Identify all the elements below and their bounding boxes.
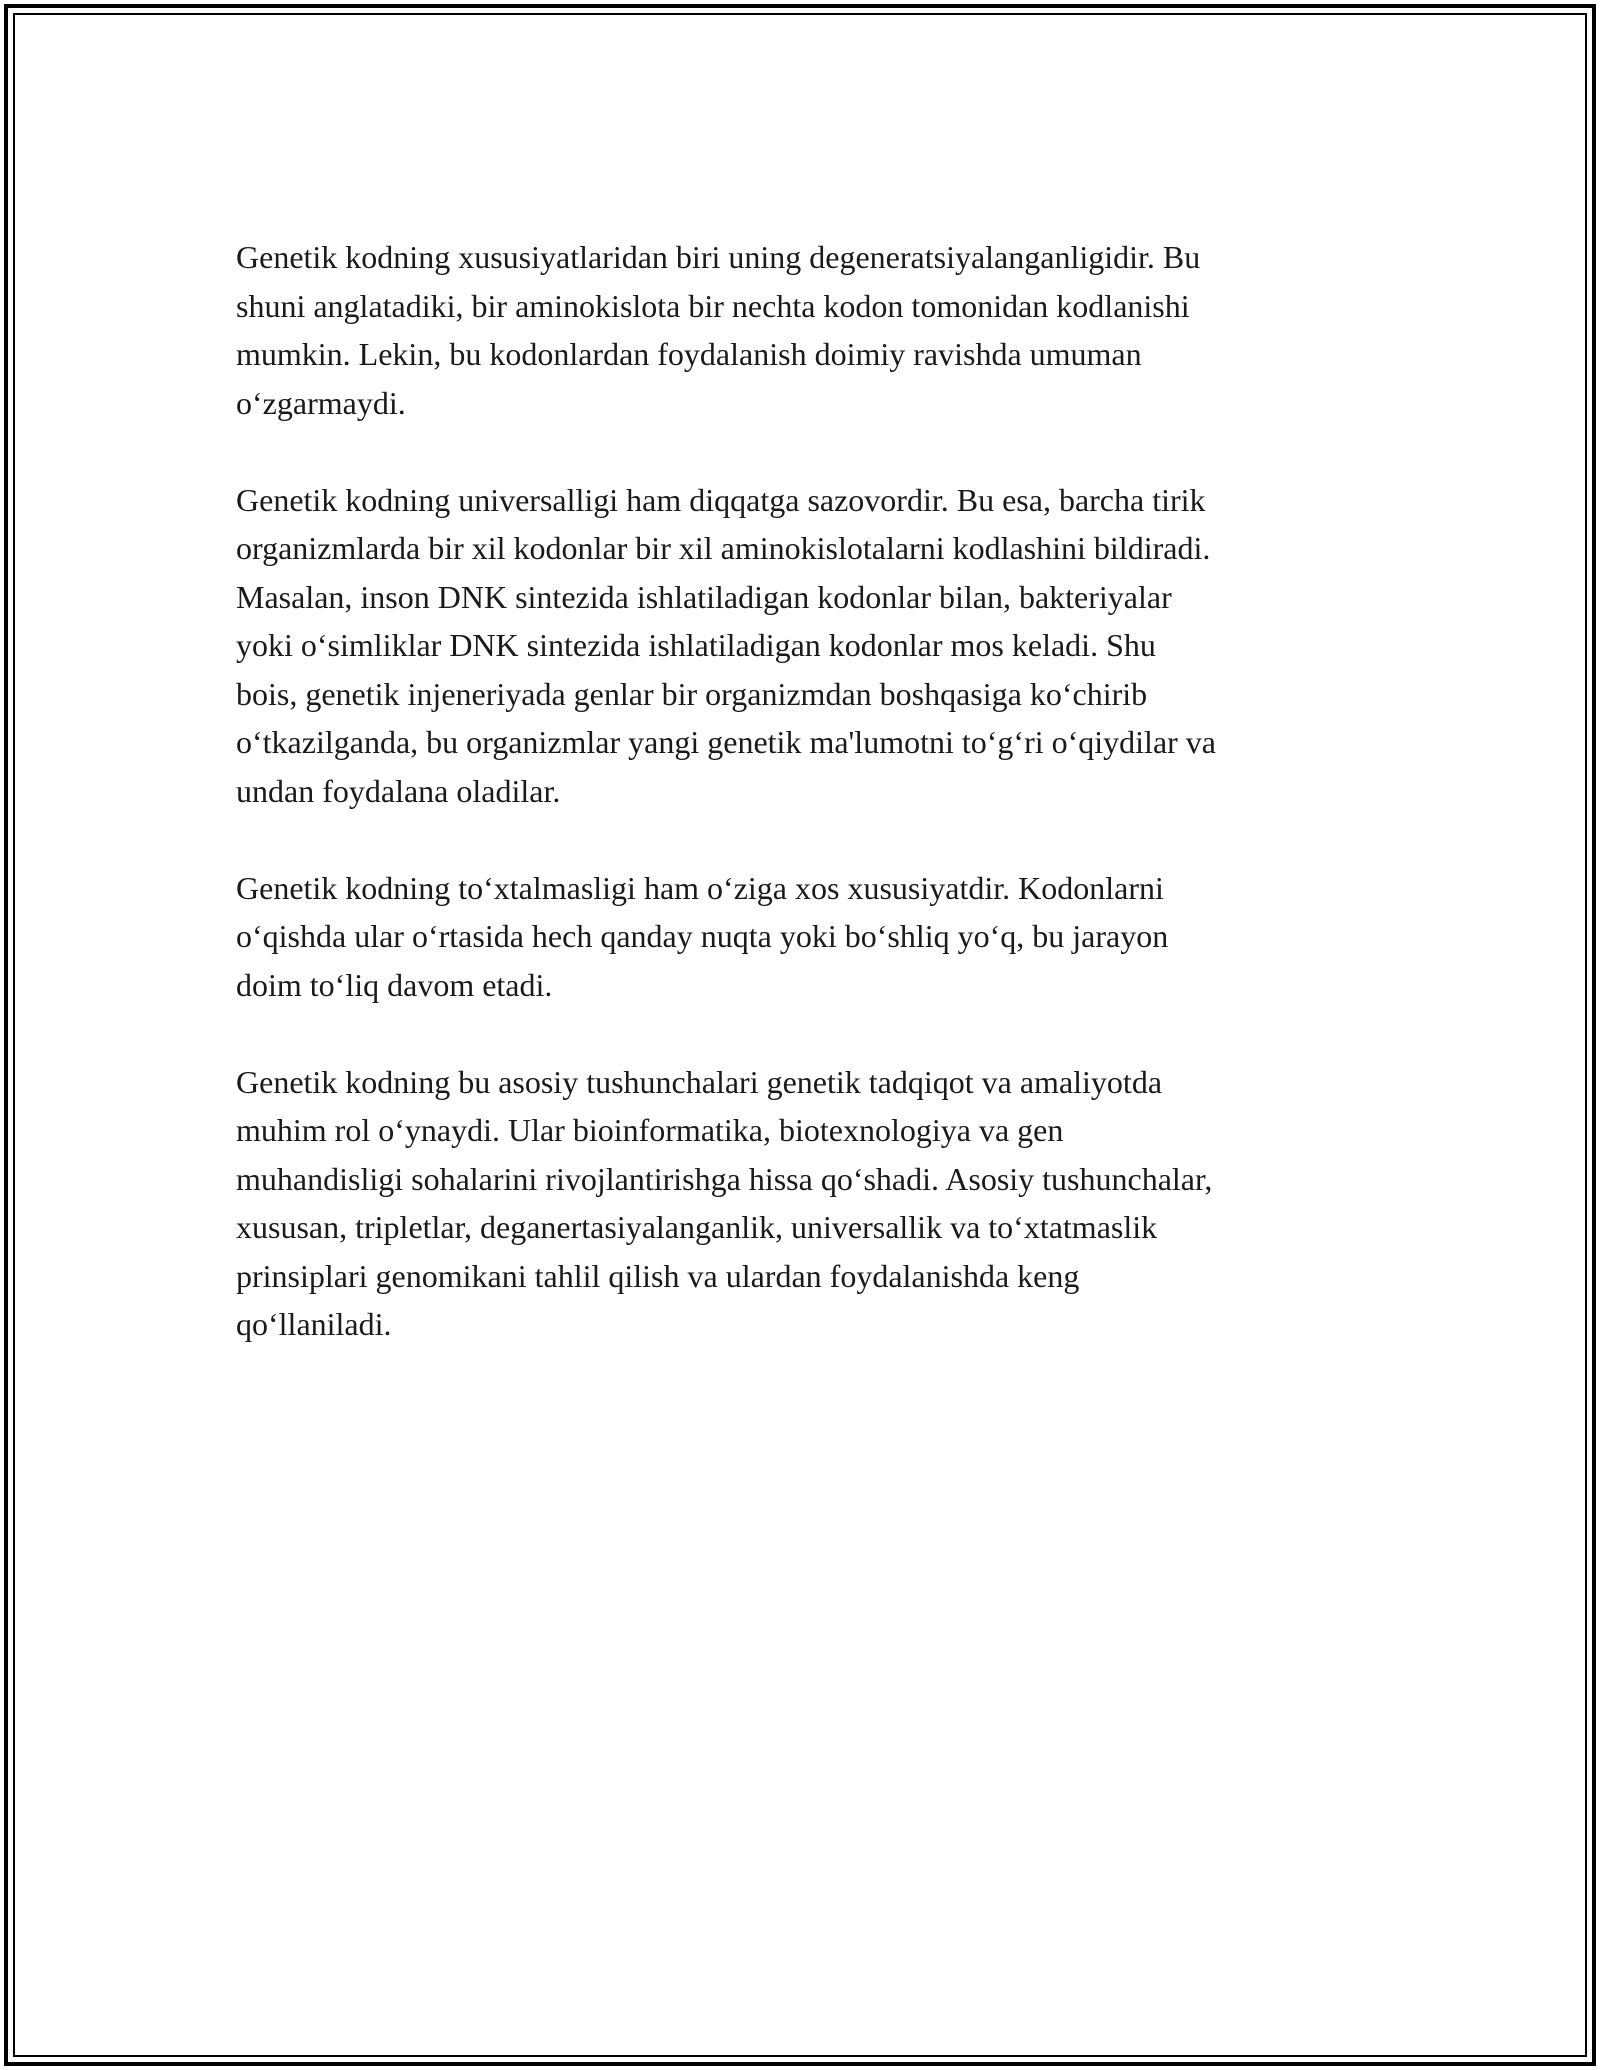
paragraph-conclusion: Genetik kodning bu asosiy tushunchalari genetik tadqiqot va amaliyotda muhim rol o‘ynaydi. Ular bioinformatika, biotexnologiya va gen muhandisligi sohalarini rivojlantirishga hissa qo‘shadi. Asosiy tushunchalar, xususan, tripletlar, deganertasiyalanganlik, universallik va to‘xtatmaslik prinsiplari genomikani tahlil qilish va ulardan foydalanishda keng qo‘llaniladi. xyxy=(236,1063,1213,1342)
document-body xyxy=(236,233,1366,1397)
paragraph-degeneracy: Genetik kodning xususiyatlaridan biri uning degeneratsiyalanganligidir. Bu shuni anglatadiki, bir aminokislota bir nechta kodon tomonidan kodlanishi mumkin. Lekin, bu kodonlardan foydalanish doimiy ravishda umuman o‘zgarmaydi. xyxy=(236,239,1201,421)
paragraph-continuity: Genetik kodning to‘xtalmasligi ham o‘ziga xos xususiyatdir. Kodonlarni o‘qishda ular o‘rtasida hech qanday nuqta yoki bo‘shliq yo‘q, bu jarayon doim to‘liq davom etadi. xyxy=(236,869,1169,1003)
paragraph-universality: Genetik kodning universalligi ham diqqatga sazovordir. Bu esa, barcha tirik organizmlarda bir xil kodonlar bir xil aminokislotalarni kodlashini bildiradi. Masalan, inson DNK sintezida ishlatiladigan kodonlar bilan, bakteriyalar yoki o‘simliklar DNK sintezida ishlatiladigan kodonlar mos keladi. Shu bois, genetik injeneriyada genlar bir organizmdan boshqasiga ko‘chirib o‘tkazilganda, bu organizmlar yangi genetik ma'lumotni to‘g‘ri o‘qiydilar va undan foydalana oladilar. xyxy=(236,481,1216,809)
